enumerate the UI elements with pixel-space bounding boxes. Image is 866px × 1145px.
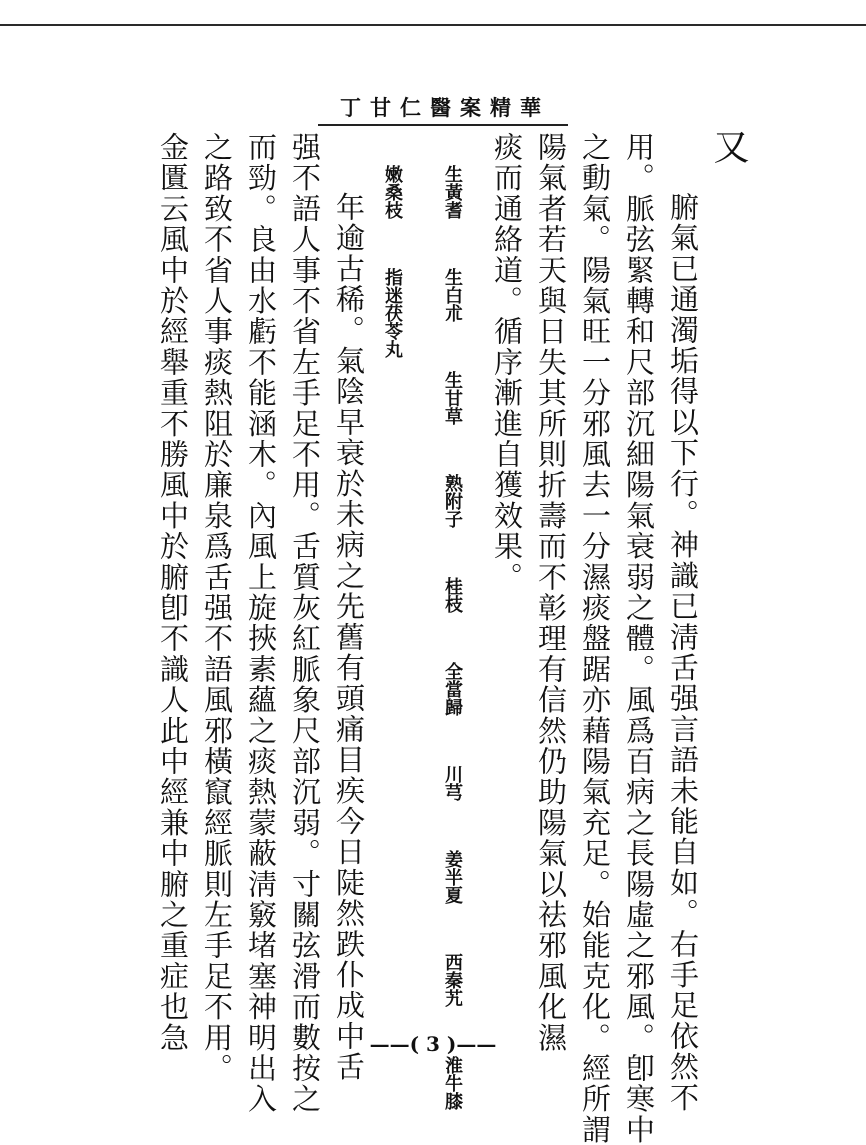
- herb-item: 桂枝: [442, 577, 463, 613]
- text-column: 年逾古稀。氣陰早衰於未病之先舊有頭痛目疾今日陡然跌仆成中舌: [332, 192, 366, 1083]
- herb-item: 嫩桑枝: [382, 165, 403, 219]
- herb-item: 姜半夏: [442, 850, 463, 904]
- herb-item: 生白朮: [442, 268, 463, 322]
- herb-item: 生黃耆: [442, 165, 463, 219]
- herb-item: 全當歸: [442, 662, 463, 716]
- text-column: 而勁。良由水虧不能涵木。內風上旋挾素蘊之痰熱蒙蔽淸竅堵塞神明出入: [244, 132, 278, 1115]
- herb-item: 熟附子: [442, 474, 463, 528]
- text-column: 腑氣已通濁垢得以下行。神識已淸舌强言語未能自如。右手足依然不: [666, 192, 700, 1113]
- prescription-column: [383, 165, 401, 386]
- herb-item: 淮牛膝: [442, 1056, 463, 1110]
- header-rule: [318, 124, 568, 126]
- herb-item: 指迷茯苓丸: [382, 268, 403, 358]
- running-head: 丁甘仁醫案精華: [340, 95, 550, 120]
- text-column: 强不語人事不省左手足不用。舌質灰紅脈象尺部沉弱。寸關弦滑而數按之: [288, 132, 322, 1115]
- text-column: 痰而通絡道。循序漸進自獲效果。: [490, 132, 524, 593]
- text-column: 用。脈弦緊轉和尺部沉細陽氣衰弱之體。風爲百病之長陽虛之邪風。卽寒中: [622, 132, 656, 1145]
- text-column: 陽氣者若天與日失其所則折壽而不彰理有信然仍助陽氣以祛邪風化濕: [534, 132, 568, 1053]
- text-column: 之動氣。陽氣旺一分邪風去一分濕痰盤踞亦藉陽氣充足。始能克化。經所謂: [578, 132, 612, 1145]
- case-marker: 又: [708, 128, 749, 166]
- herb-item: 生甘草: [442, 371, 463, 425]
- text-column: 金匱云風中於經舉重不勝風中於腑卽不識人此中經兼中腑之重症也急: [156, 132, 190, 1053]
- herb-item: 川芎: [442, 765, 463, 801]
- herb-item: 西秦艽: [442, 953, 463, 1007]
- top-border-rule: [0, 24, 866, 26]
- prescription-column: [443, 165, 461, 1138]
- page-number: ——( 3 )——: [369, 1032, 497, 1056]
- text-column: 之路致不省人事痰熱阻於廉泉爲舌强不語風邪橫竄經脈則左手足不用。: [200, 132, 234, 1084]
